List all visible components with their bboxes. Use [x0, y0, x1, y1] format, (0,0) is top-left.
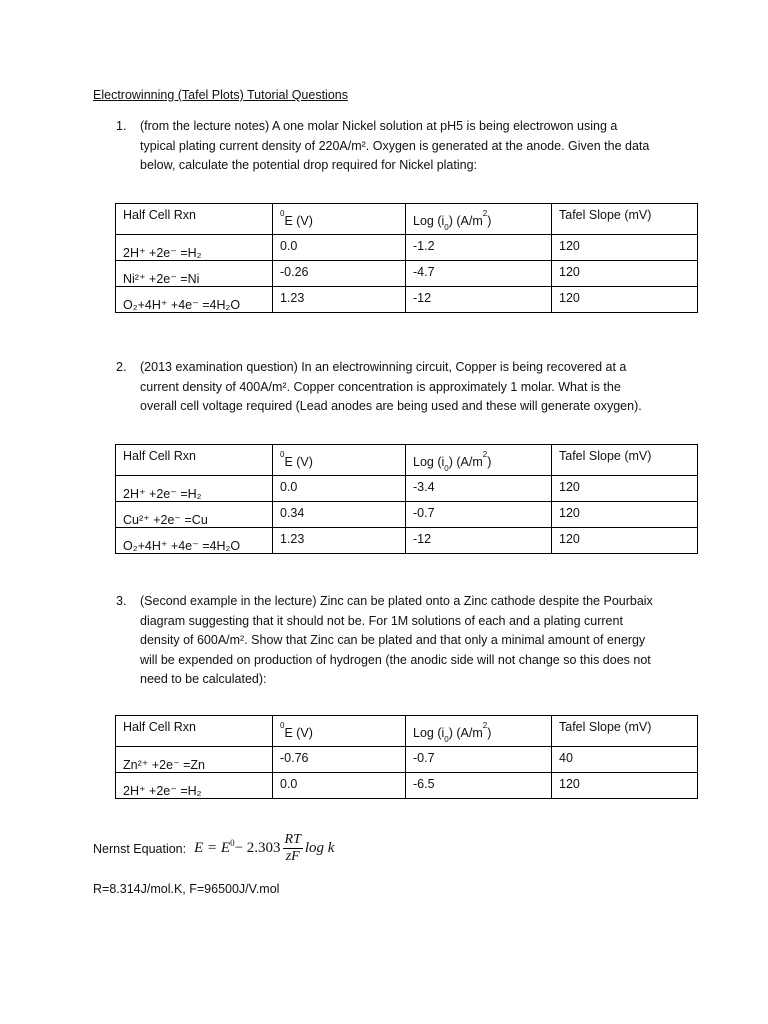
slope-value: 120: [559, 506, 580, 520]
e-value: -0.26: [280, 265, 309, 279]
header-log: Log $(i_0)$ $(A/m^2)$: [406, 204, 552, 235]
slope-value: 120: [559, 291, 580, 305]
half-cell-rxn: O₂+4H⁺ +4e⁻ =4H₂O: [123, 298, 241, 312]
table-row: [116, 287, 698, 313]
header-e: $^0$E (V): [273, 204, 406, 235]
log-value: -0.7: [413, 751, 435, 765]
question-number: 3.: [116, 594, 127, 608]
half-cell-rxn: Zn²⁺ +2e⁻ =Zn: [123, 758, 205, 772]
question-number: 1.: [116, 119, 127, 133]
header-tafel: Tafel Slope (mV): [552, 716, 698, 747]
slope-value: 120: [559, 777, 580, 791]
log-value: -4.7: [413, 265, 435, 279]
table-header-row: [116, 204, 698, 235]
table-row: [116, 747, 698, 773]
header-half-cell: Half Cell Rxn: [116, 204, 273, 235]
question-text: (Second example in the lecture) Zinc can be plated onto a Zinc cathode despite the Pourbaix diagram suggesting that it should not be. For 1M solutions of each and a plating current density of 600A/m². Show that Zinc can be plated and that only a minimal amount of energy will be expended on production of hydrogen (the anodic side will not change so this does not need to be calculated):: [140, 594, 653, 686]
log-value: -12: [413, 532, 432, 546]
nernst-formula: E = E 0 − 2.303 $\frac{RT}{zF}$ log k: [194, 832, 335, 864]
e-value: -0.76: [280, 751, 309, 765]
e-value: 0.0: [280, 777, 298, 791]
page-title: Electrowinning (Tafel Plots) Tutorial Questions: [93, 88, 348, 102]
table-q2: [115, 444, 698, 554]
table-q3: [115, 715, 698, 799]
question-2: [116, 358, 656, 417]
nernst-equation: [93, 832, 334, 865]
question-text: (2013 examination question) In an electrowinning circuit, Copper is being recovered at a current density of 400A/m². Copper concentration is approximately 1 molar. What is the overall cell voltage required (Lead anodes are being used and these will generate oxygen).: [140, 360, 642, 413]
log-value: -12: [413, 291, 432, 305]
question-3: [116, 592, 656, 690]
table-header-row: [116, 716, 698, 747]
slope-value: 120: [559, 532, 580, 546]
header-tafel: Tafel Slope (mV): [552, 204, 698, 235]
e-value: 0.0: [280, 239, 298, 253]
half-cell-rxn: O₂+4H⁺ +4e⁻ =4H₂O: [123, 539, 241, 553]
half-cell-rxn: 2H⁺ +2e⁻ =H₂: [123, 487, 202, 501]
log-value: -1.2: [413, 239, 435, 253]
table-row: [116, 773, 698, 799]
table-row: [116, 502, 698, 528]
slope-value: 120: [559, 480, 580, 494]
e-value: 1.23: [280, 291, 305, 305]
table-row: [116, 476, 698, 502]
question-text: (from the lecture notes) A one molar Nickel solution at pH5 is being electrowon using a typical plating current density of 220A/m². Oxygen is generated at the anode. Given the data below, calculate the potential drop required for Nickel plating:: [140, 119, 650, 172]
slope-value: 120: [559, 265, 580, 279]
header-log: Log $(i_0)$ $(A/m^2)$: [406, 716, 552, 747]
table-header-row: [116, 445, 698, 476]
half-cell-rxn: 2H⁺ +2e⁻ =H₂: [123, 246, 202, 260]
question-1: [116, 117, 656, 176]
header-half-cell: Half Cell Rxn: [116, 445, 273, 476]
e-value: 0.0: [280, 480, 298, 494]
table-row: [116, 261, 698, 287]
header-tafel: Tafel Slope (mV): [552, 445, 698, 476]
log-value: -0.7: [413, 506, 435, 520]
slope-value: 40: [559, 751, 573, 765]
log-value: -3.4: [413, 480, 435, 494]
header-e: $^0$E (V): [273, 445, 406, 476]
table-q1: [115, 203, 698, 313]
e-value: 0.34: [280, 506, 305, 520]
header-log: Log $(i_0)$ $(A/m^2)$: [406, 445, 552, 476]
log-value: -6.5: [413, 777, 435, 791]
half-cell-rxn: 2H⁺ +2e⁻ =H₂: [123, 784, 202, 798]
header-e: $^0$E (V): [273, 716, 406, 747]
slope-value: 120: [559, 239, 580, 253]
table-row: [116, 235, 698, 261]
table-row: [116, 528, 698, 554]
half-cell-rxn: Cu²⁺ +2e⁻ =Cu: [123, 513, 208, 527]
half-cell-rxn: Ni²⁺ +2e⁻ =Ni: [123, 272, 200, 286]
nernst-label: Nernst Equation:: [93, 841, 187, 856]
e-value: 1.23: [280, 532, 305, 546]
constants: R=8.314J/mol.K, F=96500J/V.mol: [93, 882, 280, 896]
question-number: 2.: [116, 360, 127, 374]
header-half-cell: Half Cell Rxn: [116, 716, 273, 747]
